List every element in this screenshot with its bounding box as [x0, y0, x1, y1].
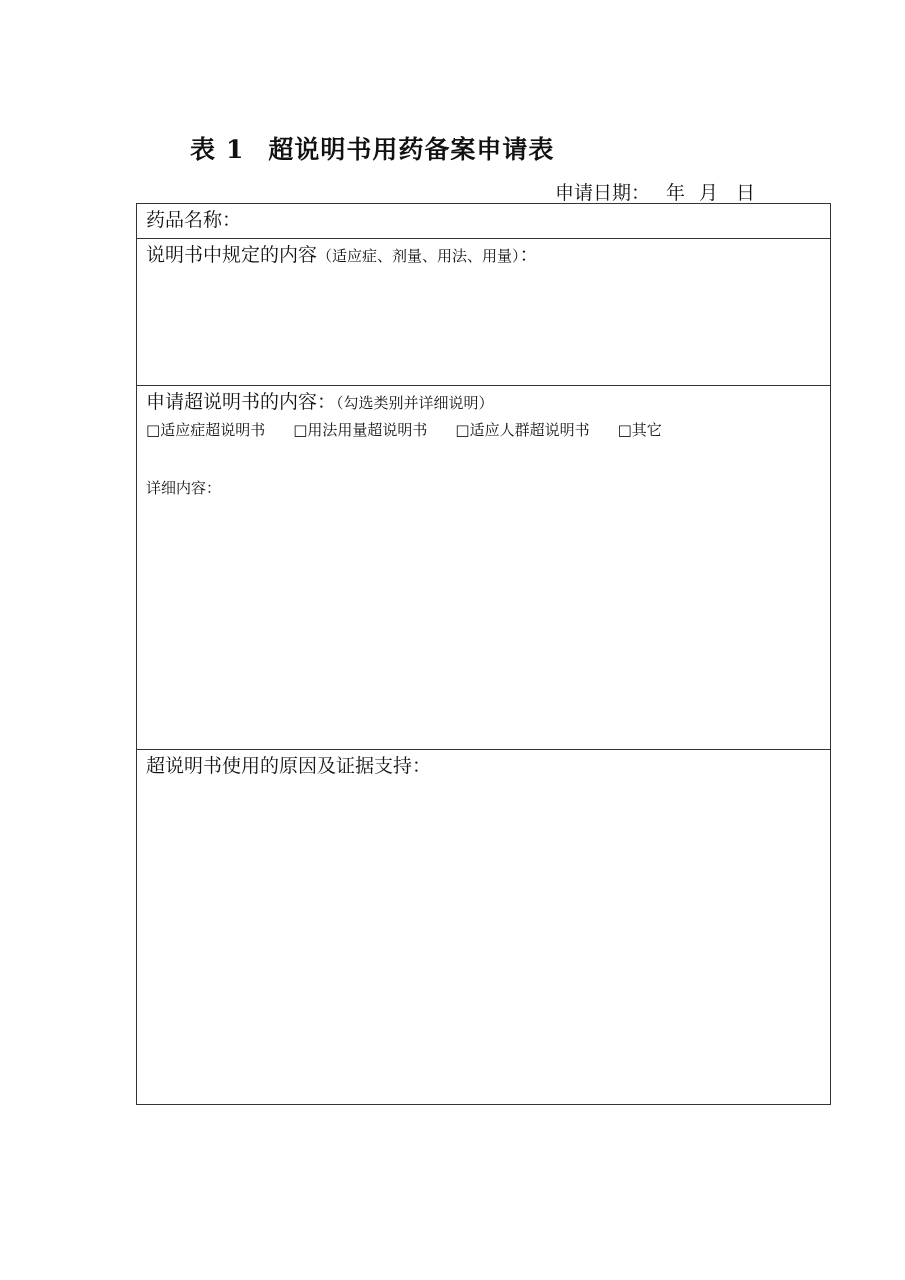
title-number: 1 [226, 135, 245, 164]
option-label: 适应症超说明书 [160, 421, 266, 439]
apply-content-row [137, 386, 831, 750]
option-population[interactable] [455, 419, 589, 441]
date-year: 年 [666, 182, 686, 204]
drug-name-label: 药品名称： [146, 209, 242, 231]
reason-label: 超说明书使用的原因及证据支持： [146, 755, 432, 777]
checkbox-icon[interactable]: □ [455, 421, 470, 439]
checkbox-icon[interactable]: □ [617, 421, 632, 439]
date-month: 月 [699, 182, 719, 204]
form-title [190, 130, 554, 166]
category-options [146, 419, 821, 441]
spec-hint: （适应症、剂量、用法、用量） [317, 247, 520, 265]
title-text: 超说明书用药备案申请表 [268, 135, 555, 164]
title-prefix: 表 [190, 135, 217, 164]
date-day: 日 [736, 182, 756, 204]
option-other[interactable] [618, 419, 662, 441]
spec-content-cell[interactable] [137, 239, 831, 386]
date-label: 申请日期： [555, 182, 651, 204]
spec-content-heading [146, 239, 821, 272]
apply-label: 申请超说明书的内容： [146, 391, 337, 413]
option-indication[interactable] [146, 419, 265, 441]
option-label: 其它 [631, 421, 662, 439]
application-date [555, 178, 755, 205]
apply-content-cell[interactable] [137, 386, 831, 750]
drug-name-row [137, 204, 831, 239]
reason-cell[interactable] [137, 750, 831, 1105]
apply-content-heading [146, 386, 821, 419]
checkbox-icon[interactable]: □ [146, 421, 161, 439]
application-form-table [136, 203, 831, 1105]
apply-hint: （勾选类别并详细说明） [336, 394, 494, 412]
checkbox-icon[interactable]: □ [293, 421, 308, 439]
reason-row [137, 750, 831, 1105]
drug-name-cell[interactable] [137, 204, 831, 239]
detail-label: 详细内容： [146, 479, 222, 497]
option-dosage[interactable] [293, 419, 427, 441]
spec-label: 说明书中规定的内容 [146, 244, 318, 266]
spec-colon: ： [519, 244, 539, 266]
spec-content-row [137, 239, 831, 386]
option-label: 适应人群超说明书 [469, 421, 590, 439]
option-label: 用法用量超说明书 [307, 421, 428, 439]
